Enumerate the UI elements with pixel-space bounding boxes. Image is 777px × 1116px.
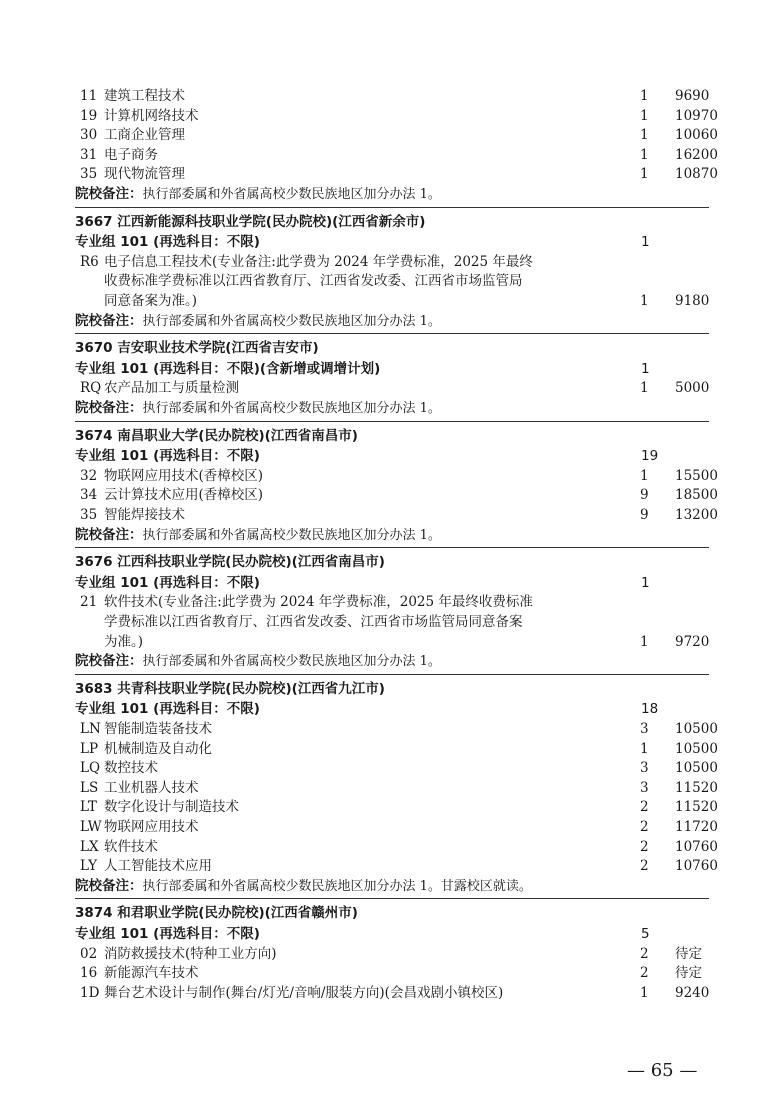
school-note-text: 执行部委属和外省属高校少数民族地区加分办法 1。 xyxy=(142,187,441,202)
major-name: 为准。) xyxy=(104,633,144,650)
major-row xyxy=(0,164,777,184)
major-fee: 9180 xyxy=(675,293,710,309)
major-fee: 18500 xyxy=(675,487,718,504)
major-count: 1 xyxy=(640,166,649,183)
school-note xyxy=(0,398,777,418)
major-fee: 10500 xyxy=(675,760,718,777)
major-code: 35 xyxy=(80,166,98,183)
major-fee: 9720 xyxy=(675,633,710,650)
major-code: LQ xyxy=(80,760,101,777)
major-fee: 10060 xyxy=(675,127,718,144)
major-row xyxy=(0,778,777,798)
school-title-text: 3667 江西新能源科技职业学院(民办院校)(江西省新余市) xyxy=(75,213,426,230)
school-note-label: 院校备注：执行部委属和外省属高校少数民族地区加分办法 1。 xyxy=(75,653,441,670)
major-row xyxy=(0,719,777,739)
major-count: 3 xyxy=(640,721,649,737)
group-label: 专业组 101 (再选科目：不限) xyxy=(75,574,260,591)
major-row xyxy=(0,797,777,817)
major-fee: 10870 xyxy=(675,166,718,183)
major-group xyxy=(0,924,777,944)
major-code: 30 xyxy=(80,127,98,144)
school-title-text: 3874 和君职业学院(民办院校)(江西省赣州市) xyxy=(75,905,358,922)
major-count: 1 xyxy=(640,88,649,104)
group-count: 5 xyxy=(641,926,650,942)
major-code: LW xyxy=(80,819,102,835)
major-name: 现代物流管理 xyxy=(104,166,185,183)
major-fee: 待定 xyxy=(675,945,702,962)
major-row xyxy=(0,485,777,505)
major-count: 3 xyxy=(640,760,649,777)
major-name: 同意备案为准。) xyxy=(104,293,198,309)
major-name: 工商企业管理 xyxy=(104,127,185,144)
group-label: 专业组 101 (再选科目：不限)(含新增或调增计划) xyxy=(75,360,381,377)
major-code: 31 xyxy=(80,146,98,163)
major-fee: 9240 xyxy=(675,984,710,1001)
major-row xyxy=(0,758,777,778)
major-code: 32 xyxy=(80,467,98,484)
major-code: LT xyxy=(80,799,97,816)
section-divider xyxy=(75,207,709,208)
major-row xyxy=(0,106,777,126)
school-title-text: 3683 共青科技职业学院(民办院校)(江西省九江市) xyxy=(75,680,385,697)
school-note-label: 院校备注：执行部委属和外省属高校少数民族地区加分办法 1。 xyxy=(75,186,441,202)
school-note-text: 执行部委属和外省属高校少数民族地区加分办法 1。甘露校区就读。 xyxy=(142,878,532,894)
school-note-text: 执行部委属和外省属高校少数民族地区加分办法 1。 xyxy=(142,401,441,416)
major-name: 软件技术 xyxy=(104,838,158,855)
group-label: 专业组 101 (再选科目：不限) xyxy=(75,926,260,942)
school-note-label: 院校备注：执行部委属和外省属高校少数民族地区加分办法 1。 xyxy=(75,400,441,416)
major-row xyxy=(0,125,777,145)
section-divider xyxy=(75,898,709,899)
major-name: 农产品加工与质量检测 xyxy=(104,380,239,397)
major-row xyxy=(0,252,777,272)
school-title-text: 3674 南昌职业大学(民办院校)(江西省南昌市) xyxy=(75,427,358,444)
section-divider xyxy=(75,674,709,675)
major-fee: 11520 xyxy=(675,779,718,796)
school-note-text: 执行部委属和外省属高校少数民族地区加分办法 1。 xyxy=(142,313,441,329)
major-group xyxy=(0,359,777,379)
major-row xyxy=(0,944,777,964)
major-group xyxy=(0,446,777,466)
major-count: 2 xyxy=(640,945,649,962)
major-code: LN xyxy=(80,721,101,737)
section-divider xyxy=(75,547,709,548)
school-note-label: 院校备注：执行部委属和外省属高校少数民族地区加分办法 1。 xyxy=(75,526,441,543)
major-count: 2 xyxy=(640,799,649,816)
major-count: 2 xyxy=(640,838,649,855)
major-row xyxy=(0,632,777,652)
major-name: 舞台艺术设计与制作(舞台/灯光/音响/服装方向)(会昌戏剧小镇校区) xyxy=(104,984,504,1001)
school-title xyxy=(0,338,777,358)
major-name: 数控技术 xyxy=(104,760,158,777)
school-title-text: 3670 吉安职业技术学院(江西省吉安市) xyxy=(75,340,319,357)
school-note xyxy=(0,876,777,896)
major-name: 物联网应用技术(香樟校区) xyxy=(104,467,264,484)
major-fee: 13200 xyxy=(675,507,718,523)
school-note xyxy=(0,525,777,545)
group-count: 18 xyxy=(641,701,659,718)
major-row xyxy=(0,739,777,759)
major-name: 学费标准以江西省教育厅、江西省发改委、江西省市场监管局同意备案 xyxy=(104,614,523,630)
major-name: 数字化设计与制造技术 xyxy=(104,799,239,816)
group-label: 专业组 101 (再选科目：不限) xyxy=(75,701,260,718)
major-count: 1 xyxy=(640,293,649,309)
group-count: 1 xyxy=(641,234,650,251)
major-fee: 11520 xyxy=(675,799,718,816)
section-divider xyxy=(75,333,709,334)
major-name: 电子信息工程技术(专业备注:此学费为 2024 年学费标准，2025 年最终 xyxy=(104,253,533,270)
major-name: 软件技术(专业备注:此学费为 2024 年学费标准，2025 年最终收费标准 xyxy=(104,594,533,611)
major-row xyxy=(0,856,777,876)
major-count: 1 xyxy=(640,467,649,484)
school-title xyxy=(0,212,777,232)
major-fee: 10500 xyxy=(675,721,718,737)
major-fee: 待定 xyxy=(675,965,702,982)
group-label: 专业组 101 (再选科目：不限) xyxy=(75,448,260,465)
major-row xyxy=(0,817,777,837)
major-name: 机械制造及自动化 xyxy=(104,740,212,757)
major-code: LX xyxy=(80,838,99,855)
major-code: R6 xyxy=(80,253,99,270)
major-code: 34 xyxy=(80,487,98,504)
major-name: 物联网应用技术 xyxy=(104,819,199,835)
major-name: 智能焊接技术 xyxy=(104,507,185,523)
major-fee: 10500 xyxy=(675,740,718,757)
major-name: 消防救援技术(特种工业方向) xyxy=(104,945,277,962)
major-fee: 11720 xyxy=(675,819,718,835)
group-count: 1 xyxy=(641,360,650,377)
major-row xyxy=(0,612,777,632)
school-note xyxy=(0,311,777,331)
major-name: 云计算技术应用(香樟校区) xyxy=(104,487,264,504)
major-code: 1D xyxy=(80,984,100,1001)
section-divider xyxy=(75,421,709,422)
school-note-label: 院校备注：执行部委属和外省属高校少数民族地区加分办法 1。 xyxy=(75,312,441,329)
major-code: LY xyxy=(80,858,98,875)
major-code: RQ xyxy=(80,380,102,397)
major-row xyxy=(0,378,777,398)
major-code: LP xyxy=(80,740,99,757)
school-title xyxy=(0,903,777,923)
major-name: 收费标准学费标准以江西省教育厅、江西省发改委、江西省市场监管局 xyxy=(104,273,523,290)
major-count: 2 xyxy=(640,858,649,875)
major-fee: 9690 xyxy=(675,88,710,104)
school-note-text: 执行部委属和外省属高校少数民族地区加分办法 1。 xyxy=(142,654,441,670)
major-row xyxy=(0,271,777,291)
major-fee: 10760 xyxy=(675,858,718,875)
major-row xyxy=(0,505,777,525)
major-count: 1 xyxy=(640,107,649,124)
major-count: 1 xyxy=(640,984,649,1001)
major-count: 1 xyxy=(640,127,649,144)
major-name: 新能源汽车技术 xyxy=(104,965,199,982)
major-fee: 10970 xyxy=(675,107,718,124)
major-fee: 16200 xyxy=(675,146,718,163)
page-number: — 65 — xyxy=(627,1060,698,1081)
school-note xyxy=(0,184,777,204)
major-code: 35 xyxy=(80,507,98,523)
school-title xyxy=(0,679,777,699)
major-row xyxy=(0,983,777,1003)
major-name: 计算机网络技术 xyxy=(104,107,199,124)
major-count: 9 xyxy=(640,507,649,523)
major-name: 工业机器人技术 xyxy=(104,779,199,796)
major-code: 21 xyxy=(80,594,98,611)
major-count: 1 xyxy=(640,633,649,650)
group-count: 19 xyxy=(641,448,659,465)
major-fee: 5000 xyxy=(675,380,710,397)
major-row xyxy=(0,592,777,612)
major-code: 02 xyxy=(80,945,98,962)
major-name: 智能制造装备技术 xyxy=(104,721,212,737)
school-note xyxy=(0,651,777,671)
major-row xyxy=(0,291,777,311)
school-title-text: 3676 江西科技职业学院(民办院校)(江西省南昌市) xyxy=(75,554,385,571)
major-row xyxy=(0,86,777,106)
major-count: 9 xyxy=(640,487,649,504)
major-fee: 15500 xyxy=(675,467,718,484)
major-row xyxy=(0,466,777,486)
major-code: LS xyxy=(80,779,99,796)
major-row xyxy=(0,963,777,983)
major-count: 1 xyxy=(640,146,649,163)
major-code: 16 xyxy=(80,965,98,982)
major-name: 人工智能技术应用 xyxy=(104,858,212,875)
major-count: 3 xyxy=(640,779,649,796)
school-note-text: 执行部委属和外省属高校少数民族地区加分办法 1。 xyxy=(142,527,441,543)
major-count: 1 xyxy=(640,380,649,397)
major-code: 19 xyxy=(80,107,98,124)
major-count: 1 xyxy=(640,740,649,757)
group-label: 专业组 101 (再选科目：不限) xyxy=(75,234,260,251)
major-count: 2 xyxy=(640,965,649,982)
major-name: 建筑工程技术 xyxy=(104,88,185,104)
major-row xyxy=(0,837,777,857)
major-code: 11 xyxy=(80,88,98,104)
school-note-label: 院校备注：执行部委属和外省属高校少数民族地区加分办法 1。甘露校区就读。 xyxy=(75,877,532,894)
major-group xyxy=(0,699,777,719)
major-group xyxy=(0,573,777,593)
group-count: 1 xyxy=(641,574,650,591)
school-title xyxy=(0,426,777,446)
major-row xyxy=(0,145,777,165)
major-group xyxy=(0,232,777,252)
school-title xyxy=(0,552,777,572)
major-count: 2 xyxy=(640,819,649,835)
major-fee: 10760 xyxy=(675,838,718,855)
major-name: 电子商务 xyxy=(104,146,158,163)
